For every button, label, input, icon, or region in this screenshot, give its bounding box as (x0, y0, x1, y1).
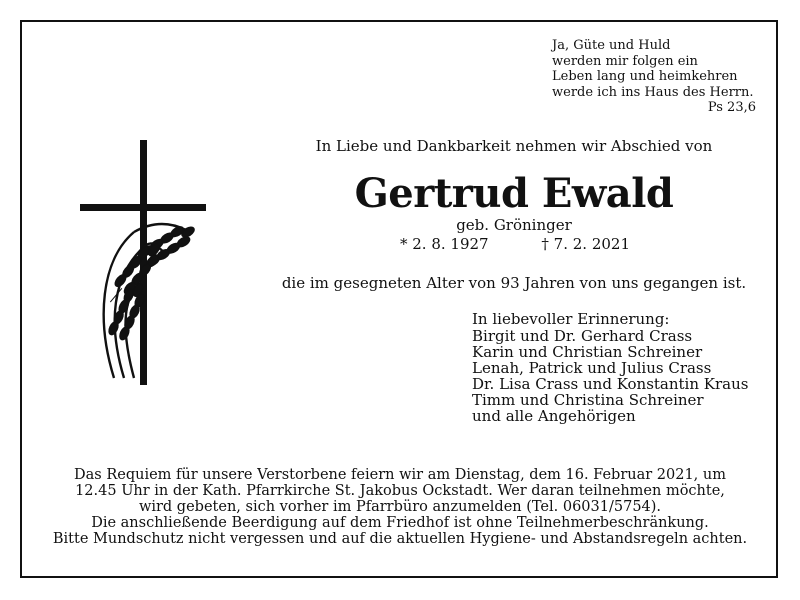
mourners-heading: In liebevoller Erinnerung: (472, 310, 670, 328)
mourner-name: Karin und Christian Schreiner (472, 343, 703, 361)
birth-date: * 2. 8. 1927 (400, 235, 489, 253)
mourner-name: Dr. Lisa Crass und Konstantin Kraus (472, 375, 749, 393)
notice-line: Bitte Mundschutz nicht vergessen und auf die aktuellen Hygiene- und Abstandsregeln achten. (52, 531, 748, 547)
birth-name: geb. Gröninger (456, 216, 572, 234)
notice-line: 12.45 Uhr in der Kath. Pfarrkirche St. Jakobus Ockstadt. Wer daran teilnehmen möchte, (75, 483, 725, 499)
deceased-name: Gertrud Ewald (354, 170, 674, 217)
notice-line: Das Requiem für unsere Verstorbene feiern wir am Dienstag, dem 16. Februar 2021, um (74, 467, 726, 483)
intro-text: In Liebe und Dankbarkeit nehmen wir Abschied von (315, 137, 713, 155)
verse-line: werden mir folgen ein (552, 53, 698, 69)
mourner-name: Birgit und Dr. Gerhard Crass (472, 327, 693, 345)
notice-line: Die anschließende Beerdigung auf dem Friedhof ist ohne Teilnehmerbeschränkung. (91, 515, 709, 531)
bible-verse (552, 38, 756, 116)
mourner-name: Timm und Christina Schreiner (472, 391, 704, 409)
cross-with-wheat-icon (76, 140, 226, 390)
verse-line: Ja, Güte und Huld (552, 38, 671, 53)
verse-line: Leben lang und heimkehren (552, 69, 738, 84)
death-date: † 7. 2. 2021 (541, 235, 630, 253)
funeral-notice (28, 467, 772, 547)
verse-reference: Ps 23,6 (707, 100, 756, 115)
mourner-name: Lenah, Patrick und Julius Crass (472, 359, 712, 377)
life-dates (400, 235, 630, 253)
mourners-list (472, 311, 772, 424)
age-line: die im gesegneten Alter von 93 Jahren von uns gegangen ist. (281, 274, 747, 292)
notice-line: wird gebeten, sich vorher im Pfarrbüro anzumelden (Tel. 06031/5754). (138, 499, 662, 515)
verse-line: werde ich ins Haus des Herrn. (552, 84, 754, 100)
cross-icon (80, 140, 206, 385)
mourner-name: und alle Angehörigen (472, 407, 636, 425)
wheat-ears (103, 220, 200, 342)
